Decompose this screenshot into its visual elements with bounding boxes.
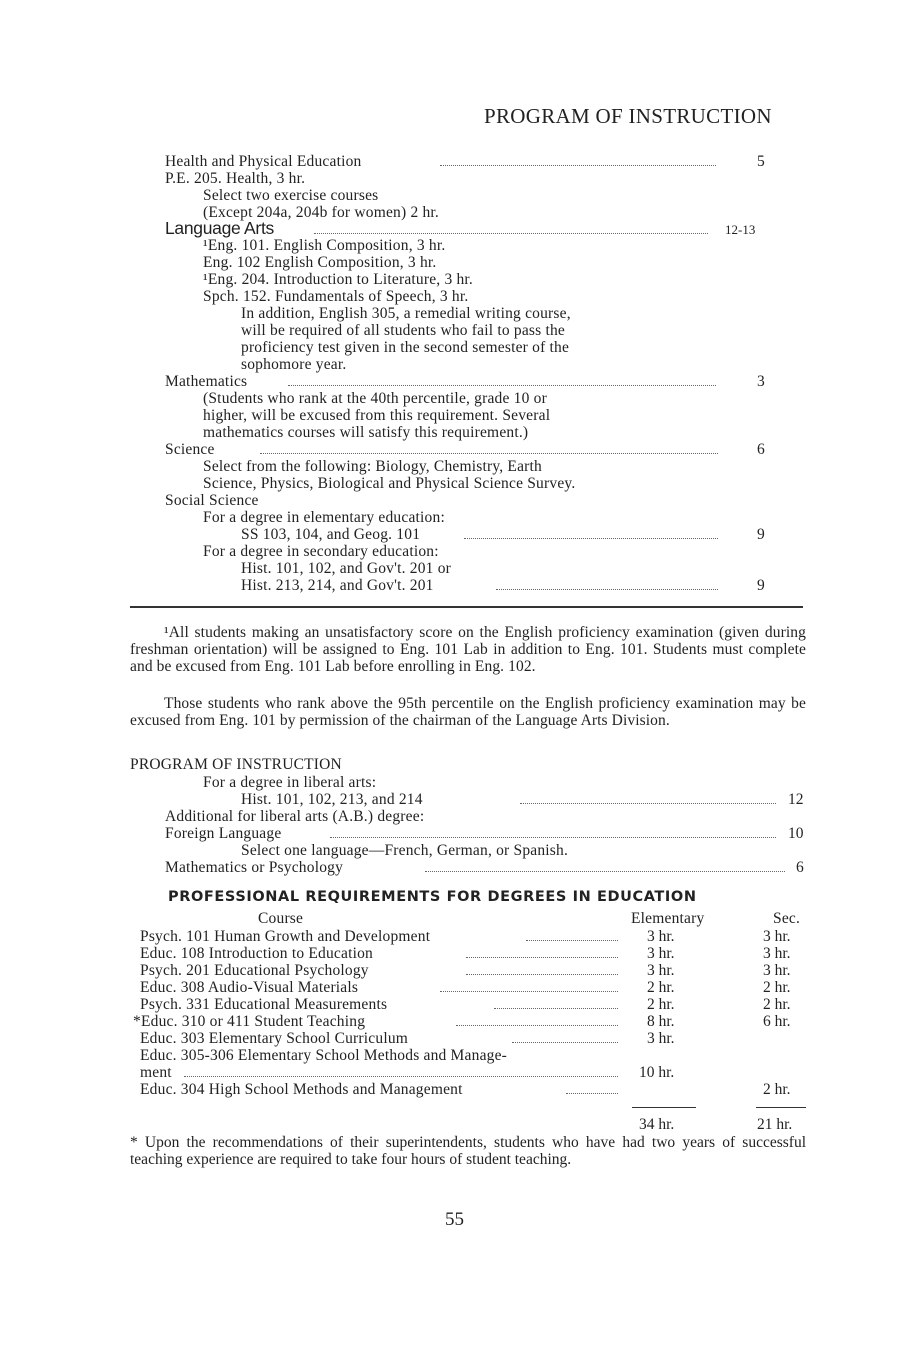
sec-hours: 6 hr. (763, 1013, 791, 1030)
col-sec: Sec. (773, 910, 801, 927)
leader (456, 1025, 618, 1026)
professional-heading: PROFESSIONAL REQUIREMENTS FOR DEGREES IN EDUCATION (168, 889, 697, 905)
elem-hours: 2 hr. (647, 996, 675, 1013)
social-elem-course: SS 103, 104, and Geog. 101 (241, 526, 421, 543)
social-sec-course: Hist. 101, 102, and Gov't. 201 or (241, 560, 452, 577)
health-line: (Except 204a, 204b for women) 2 hr. (203, 204, 439, 221)
math-psych-hours: 6 (796, 859, 804, 876)
foreign-hours: 10 (788, 825, 804, 842)
elem-hours: 8 hr. (647, 1013, 675, 1030)
health-title: Health and Physical Education (165, 153, 362, 170)
language-line: Eng. 102 English Composition, 3 hr. (203, 254, 437, 271)
language-line: ¹Eng. 101. English Composition, 3 hr. (203, 237, 446, 254)
course-row: Psych. 101 Human Growth and Development (140, 928, 431, 945)
leader (184, 1076, 618, 1077)
language-line: ¹Eng. 204. Introduction to Literature, 3 hr. (203, 271, 473, 288)
math-line: (Students who rank at the 40th percentile, grade 10 or (203, 390, 547, 407)
leader (494, 1008, 618, 1009)
total-rule (632, 1107, 696, 1108)
liberal-label: For a degree in liberal arts: (203, 774, 377, 791)
elem-hours: 2 hr. (647, 979, 675, 996)
language-arts-title: Language Arts (165, 218, 274, 238)
language-line: Spch. 152. Fundamentals of Speech, 3 hr. (203, 288, 469, 305)
health-line: P.E. 205. Health, 3 hr. (165, 170, 306, 187)
course-row: Educ. 305-306 Elementary School Methods and Manage- (140, 1047, 508, 1064)
language-line: sophomore year. (241, 356, 347, 373)
leader (566, 1093, 618, 1094)
sec-hours: 3 hr. (763, 928, 791, 945)
leader (512, 1042, 618, 1043)
liberal-course: Hist. 101, 102, 213, and 214 (241, 791, 423, 808)
leader (466, 974, 618, 975)
total-elementary: 34 hr. (639, 1116, 675, 1133)
liberal-hours: 12 (788, 791, 804, 808)
course-row: Educ. 304 High School Methods and Management (140, 1081, 463, 1098)
sec-hours: 2 hr. (763, 996, 791, 1013)
social-elem-label: For a degree in elementary education: (203, 509, 445, 526)
program-title: PROGRAM OF INSTRUCTION (130, 756, 342, 773)
course-row: Educ. 308 Audio-Visual Materials (140, 979, 359, 996)
student-teaching-note: * Upon the recommendations of their superintendents, students who have had two years of successful teaching experience are required to take four hours of student teaching. (130, 1134, 806, 1168)
language-arts-hours: 12-13 (725, 222, 756, 237)
math-psych: Mathematics or Psychology (165, 859, 344, 876)
footnote-paragraph: ¹All students making an unsatisfactory score on the English proficiency examination (given during freshman orientation) will be assigned to Eng. 101 Lab in addition to Eng. 101. Students must complete and be excused from Eng. 101 Lab before enrolling in Eng. 102. (130, 624, 806, 675)
leader (314, 233, 708, 234)
course-row: Psych. 331 Educational Measurements (140, 996, 388, 1013)
elem-hours: 3 hr. (647, 1030, 675, 1047)
science-line: Science, Physics, Biological and Physical Science Survey. (203, 475, 576, 492)
leader (520, 803, 776, 804)
divider-rule (130, 606, 803, 608)
foreign-note: Select one language—French, German, or Spanish. (241, 842, 569, 859)
social-sec-hours: 9 (757, 577, 765, 594)
leader (464, 538, 718, 539)
leader (496, 589, 718, 590)
sec-hours: 3 hr. (763, 962, 791, 979)
foreign-language: Foreign Language (165, 825, 282, 842)
elem-hours: 3 hr. (647, 962, 675, 979)
leader (425, 871, 785, 872)
elem-hours: 3 hr. (647, 928, 675, 945)
science-title: Science (165, 441, 215, 458)
language-line: will be required of all students who fail to pass the (241, 322, 565, 339)
sec-hours: 2 hr. (763, 1081, 791, 1098)
math-title: Mathematics (165, 373, 248, 390)
leader (440, 165, 716, 166)
social-sec-course: Hist. 213, 214, and Gov't. 201 (241, 577, 434, 594)
social-elem-hours: 9 (757, 526, 765, 543)
sec-hours: 3 hr. (763, 945, 791, 962)
health-hours: 5 (757, 153, 765, 170)
col-course: Course (258, 910, 304, 927)
course-row: Educ. 303 Elementary School Curriculum (140, 1030, 409, 1047)
social-sec-label: For a degree in secondary education: (203, 543, 439, 560)
math-hours: 3 (757, 373, 765, 390)
science-hours: 6 (757, 441, 765, 458)
course-row: *Educ. 310 or 411 Student Teaching (133, 1013, 366, 1030)
additional-label: Additional for liberal arts (A.B.) degree: (165, 808, 425, 825)
course-row-continued: ment (140, 1064, 172, 1081)
math-line: higher, will be excused from this requirement. Several (203, 407, 551, 424)
elem-hours: 10 hr. (639, 1064, 675, 1081)
running-header: PROGRAM OF INSTRUCTION (484, 104, 772, 128)
leader (526, 940, 618, 941)
sec-hours: 2 hr. (763, 979, 791, 996)
elem-hours: 3 hr. (647, 945, 675, 962)
science-line: Select from the following: Biology, Chemistry, Earth (203, 458, 543, 475)
leader (440, 991, 618, 992)
course-row: Educ. 108 Introduction to Education (140, 945, 373, 962)
total-secondary: 21 hr. (757, 1116, 793, 1133)
health-line: Select two exercise courses (203, 187, 379, 204)
language-line: In addition, English 305, a remedial writing course, (241, 305, 571, 322)
leader (260, 453, 718, 454)
social-title: Social Science (165, 492, 259, 509)
language-line: proficiency test given in the second semester of the (241, 339, 570, 356)
leader (466, 957, 618, 958)
col-elementary: Elementary (631, 910, 705, 927)
total-rule (756, 1107, 806, 1108)
course-row: Psych. 201 Educational Psychology (140, 962, 369, 979)
leader (288, 385, 716, 386)
footnote-paragraph: Those students who rank above the 95th percentile on the English proficiency examination may be excused from Eng. 101 by permission of the chairman of the Language Arts Division. (130, 695, 806, 729)
leader (330, 837, 776, 838)
page-number: 55 (445, 1209, 464, 1230)
math-line: mathematics courses will satisfy this requirement.) (203, 424, 529, 441)
